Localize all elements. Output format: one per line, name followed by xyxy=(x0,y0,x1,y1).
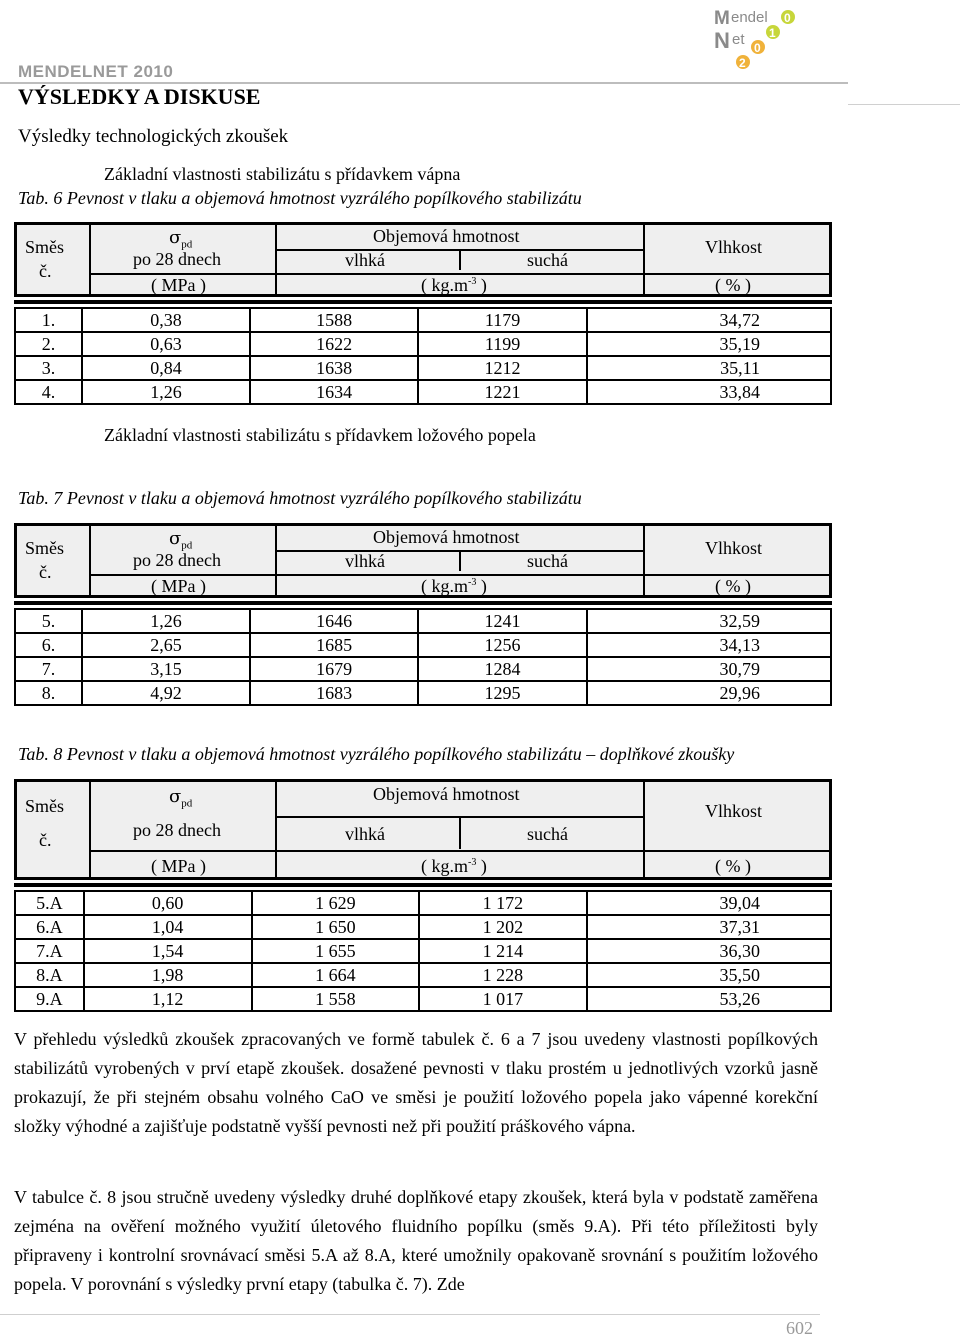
subsection-title: Výsledky technologických zkoušek xyxy=(18,126,289,147)
table-row: 1. 0,38 1588 1179 34,72 xyxy=(15,308,831,332)
header-days: po 28 dnech xyxy=(133,550,221,570)
svg-text:et: et xyxy=(732,31,745,48)
header-mix: Směs xyxy=(25,796,65,816)
header-moisture: Vlhkost xyxy=(705,801,763,821)
table-row: 9.A 1,12 1 558 1 017 53,26 xyxy=(15,987,831,1011)
table8-header xyxy=(14,779,832,880)
svg-text:endel: endel xyxy=(731,9,768,26)
table7-header xyxy=(14,523,832,598)
paragraph-2: V tabulce č. 8 jsou stručně uvedeny výsledky druhé doplňkové etapy zkoušek, která byla v podstatě zaměřena zejména na ověření možného využití úletového fluidního popílku (směs 9.A). Při této příležitosti byly připraveny i kontrolní srovnávací směsi 5.A až 8.A, které umožnily opakovaně srovnání s použitím ložového popela. V porovnání s výsledky první etapy (tabulka č. 7). Zde xyxy=(14,1187,818,1294)
header-mix-no: č. xyxy=(39,830,52,850)
header-wet: vlhká xyxy=(345,551,385,571)
header-unit-density: ( $kg.m^{-3}$ ) xyxy=(421,856,487,876)
svg-text:0: 0 xyxy=(784,11,791,25)
table-row: 6.A 1,04 1 650 1 202 37,31 xyxy=(15,915,831,939)
header-unit-density: ( $kg.m^{-3}$ ) xyxy=(421,275,487,295)
table-row: 6. 2,65 1685 1256 34,13 xyxy=(15,633,831,657)
table-row: 7. 3,15 1679 1284 30,79 xyxy=(15,657,831,681)
table8-separator xyxy=(14,883,832,887)
table-row: 5. 1,26 1646 1241 32,59 xyxy=(15,609,831,633)
header-dry: suchá xyxy=(527,551,568,571)
header-unit-moisture: ( % ) xyxy=(715,576,751,596)
header-wet: vlhká xyxy=(345,824,385,844)
header-days: po 28 dnech xyxy=(133,249,221,269)
table-row: 8. 4,92 1683 1295 29,96 xyxy=(15,681,831,705)
table8-caption: Tab. 8 Pevnost v tlaku a objemová hmotnost vyzrálého popílkového stabilizátu – doplňkové zkoušky xyxy=(18,744,735,764)
conference-brand xyxy=(18,62,173,82)
header-wet: vlhká xyxy=(345,250,385,270)
header-moisture: Vlhkost xyxy=(705,237,763,257)
header-unit-density: ( $kg.m^{-3}$ ) xyxy=(421,576,487,596)
header-unit-strength: ( MPa ) xyxy=(151,856,206,876)
table6 xyxy=(14,222,832,405)
header-bulk-density: Objemová hmotnost xyxy=(373,226,520,246)
header-mix: Směs xyxy=(25,237,65,257)
table6-separator xyxy=(14,300,832,304)
table6-header xyxy=(14,222,832,297)
svg-text:M: M xyxy=(714,8,730,29)
table7 xyxy=(14,523,832,706)
table8 xyxy=(14,779,832,1012)
table-row: 7.A 1,54 1 655 1 214 36,30 xyxy=(15,939,831,963)
svg-text:1: 1 xyxy=(769,26,776,40)
brand-net: NET xyxy=(92,62,129,81)
table6-caption: Tab. 6 Pevnost v tlaku a objemová hmotnost vyzrálého popílkového stabilizátu xyxy=(18,188,582,208)
table7-body xyxy=(14,608,832,706)
paragraph-1: V přehledu výsledků zkoušek zpracovaných ve formě tabulek č. 6 a 7 jsou uvedeny vlastnosti popílkových stabilizátů vyrobených v prví etapě zkoušek. dosažené pevnosti v tlaku prostém u jednotlivých vzorků jasně prokazují, že při stejném obsahu volného CaO ve směsi je použití ložového popela jako vápenné korekční složky výhodné a zajišťuje podstatně vyšší pevnosti než při použití práškového vápna. xyxy=(14,1029,818,1136)
svg-text:N: N xyxy=(714,28,730,53)
table8-body xyxy=(14,890,832,1012)
table-row: 3. 0,84 1638 1212 35,11 xyxy=(15,356,831,380)
header-mix-no: č. xyxy=(39,562,52,582)
table7-separator xyxy=(14,601,832,605)
table-row: 5.A 0,60 1 629 1 172 39,04 xyxy=(15,891,831,915)
header-bulk-density: Objemová hmotnost xyxy=(373,527,520,547)
header-mix: Směs xyxy=(25,538,65,558)
svg-text:2: 2 xyxy=(739,56,746,70)
table-row: 8.A 1,98 1 664 1 228 35,50 xyxy=(15,963,831,987)
header-moisture: Vlhkost xyxy=(705,538,763,558)
header-days: po 28 dnech xyxy=(133,820,221,840)
svg-text:0: 0 xyxy=(754,41,761,55)
mendelnet-logo xyxy=(712,2,800,70)
table-row: 4. 1,26 1634 1221 33,84 xyxy=(15,380,831,404)
table7-caption: Tab. 7 Pevnost v tlaku a objemová hmotnost vyzrálého popílkového stabilizátu xyxy=(18,488,582,508)
header-unit-strength: ( MPa ) xyxy=(151,275,206,295)
brand-mendel: MENDEL xyxy=(18,62,93,81)
header-unit-strength: ( MPa ) xyxy=(151,576,206,596)
footer-rule xyxy=(0,1314,820,1315)
page-number: 602 xyxy=(786,1318,813,1338)
header-dry: suchá xyxy=(527,250,568,270)
header-sigma: $\sigma_{pd}$ xyxy=(169,528,193,552)
block2-title: Základní vlastnosti stabilizátu s přídavkem ložového popela xyxy=(104,425,536,445)
block1-title: Základní vlastnosti stabilizátu s přídavkem vápna xyxy=(104,164,461,184)
brand-year: 2010 xyxy=(133,62,174,81)
header-bulk-density: Objemová hmotnost xyxy=(373,784,520,804)
header-sigma: $\sigma_{pd}$ xyxy=(169,227,193,251)
header-sigma: $\sigma_{pd}$ xyxy=(169,786,193,810)
header-mix-no: č. xyxy=(39,261,52,281)
header-unit-moisture: ( % ) xyxy=(715,856,751,876)
header-dry: suchá xyxy=(527,824,568,844)
table6-body xyxy=(14,307,832,405)
header-unit-moisture: ( % ) xyxy=(715,275,751,295)
section-title: VÝSLEDKY A DISKUSE xyxy=(18,84,261,109)
table-row: 2. 0,63 1622 1199 35,19 xyxy=(15,332,831,356)
header-rule-right xyxy=(848,104,960,105)
